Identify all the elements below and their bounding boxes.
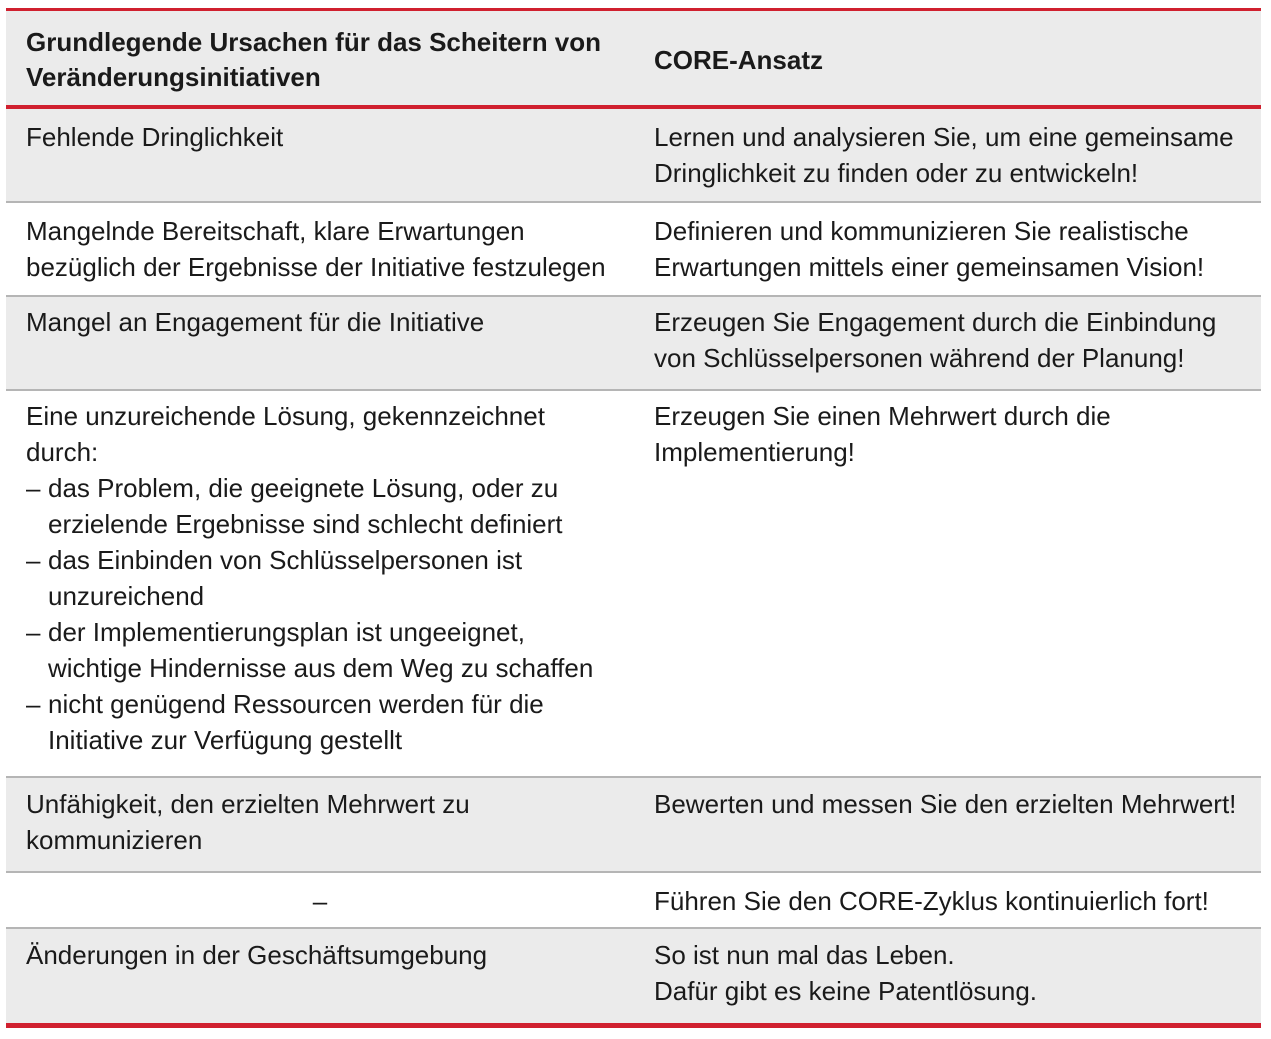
table-row xyxy=(6,778,1261,873)
approach-cell: Erzeugen Sie Engagement durch die Einbindung von Schlüsselpersonen während der Planung! xyxy=(654,307,1217,373)
cause-cell xyxy=(6,398,634,776)
approach-cell: Bewerten und messen Sie den erzielten Mehrwert! xyxy=(654,789,1237,819)
approach-line: So ist nun mal das Leben. xyxy=(654,940,955,970)
table-row xyxy=(6,109,1261,203)
list-item: – nicht genügend Ressourcen werden für die Initiative zur Verfügung gestellt xyxy=(26,686,622,758)
table-row xyxy=(6,929,1261,1023)
approach-cell xyxy=(634,937,1261,1023)
table-header-row xyxy=(6,11,1261,105)
cause-cell: Änderungen in der Geschäftsumgebung xyxy=(26,940,488,970)
approach-line: Dafür gibt es keine Patentlösung. xyxy=(654,976,1038,1006)
approach-cell: Führen Sie den CORE-Zyklus kontinuierlich fort! xyxy=(654,886,1209,916)
list-item: – das Einbinden von Schlüsselpersonen ist unzureichend xyxy=(26,542,622,614)
table-bottom-rule xyxy=(6,1023,1261,1028)
approach-cell: Erzeugen Sie einen Mehrwert durch die Implementierung! xyxy=(654,401,1111,467)
header-core-approach: CORE-Ansatz xyxy=(654,44,824,75)
cause-intro: Eine unzureichende Lösung, gekennzeichnet durch: xyxy=(26,401,545,467)
cause-cell: Mangel an Engagement für die Initiative xyxy=(26,307,485,337)
cause-cell: Mangelnde Bereitschaft, klare Erwartungen bezüglich der Ergebnisse der Initiative festzulegen xyxy=(26,216,606,282)
table-row xyxy=(6,391,1261,778)
table-row xyxy=(6,203,1261,297)
approach-cell: Definieren und kommunizieren Sie realistische Erwartungen mittels einer gemeinsamen Vision! xyxy=(654,216,1205,282)
table-row xyxy=(6,873,1261,929)
header-causes: Grundlegende Ursachen für das Scheitern von Veränderungsinitiativen xyxy=(26,27,602,92)
cause-cell: – xyxy=(312,886,328,916)
list-item: – das Problem, die geeignete Lösung, oder zu erzielende Ergebnisse sind schlecht definiert xyxy=(26,470,622,542)
cause-bullet-list xyxy=(26,470,622,758)
table-row xyxy=(6,297,1261,391)
comparison-table xyxy=(6,8,1261,1028)
list-item: – der Implementierungsplan ist ungeeignet, wichtige Hindernisse aus dem Weg zu schaffen xyxy=(26,614,622,686)
approach-cell: Lernen und analysieren Sie, um eine gemeinsame Dringlichkeit zu finden oder zu entwickeln! xyxy=(654,122,1234,188)
cause-cell: Unfähigkeit, den erzielten Mehrwert zu kommunizieren xyxy=(26,789,470,855)
cause-cell: Fehlende Dringlichkeit xyxy=(26,122,284,152)
